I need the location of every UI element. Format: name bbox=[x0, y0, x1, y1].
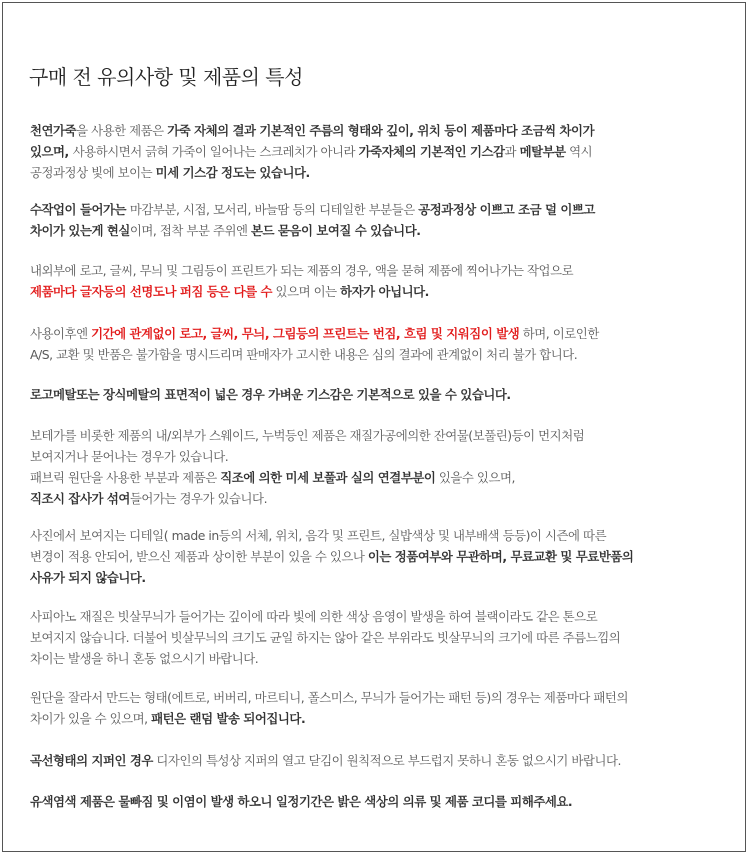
body-text: 공정과정상 빛에 보이는 bbox=[30, 165, 156, 180]
emphasis-text: 유색염색 제품은 물빠짐 및 이염이 발생 하오니 일정기간은 밝은 색상의 의류 및 제품 코디를 피해주세요. bbox=[30, 794, 573, 809]
notice-paragraph-saffiano bbox=[30, 606, 740, 669]
text-line bbox=[30, 344, 740, 365]
text-line bbox=[30, 384, 740, 405]
body-text: 사용이후엔 bbox=[30, 326, 92, 341]
body-text: 차이가 있을 수 있으며, bbox=[30, 711, 152, 726]
emphasis-text: 직조시 잡사가 섞여 bbox=[30, 491, 130, 506]
emphasis-text: 본드 묻음이 보여질 수 있습니다. bbox=[251, 223, 421, 238]
text-line bbox=[30, 281, 740, 302]
body-text: 사피아노 재질은 빗살무늬가 들어가는 깊이에 따라 빛에 의한 색상 음영이 발생을 하여 블랙이라도 같은 톤으로 bbox=[30, 609, 598, 624]
emphasis-text: 미세 기스감 정도는 있습니다. bbox=[155, 165, 310, 180]
body-text: 내외부에 로고, 글씨, 무늬 및 그림등이 프린트가 되는 제품의 경우, 액을 묻혀 제품에 찍어나가는 작업으로 bbox=[30, 263, 574, 278]
emphasis-text: 로고메탈또는 장식메탈의 표면적이 넓은 경우 가벼운 기스감은 기본적으로 있을 수 있습니다. bbox=[30, 387, 511, 402]
text-line bbox=[30, 627, 740, 648]
text-line bbox=[30, 488, 740, 509]
notice-paragraph-zipper bbox=[30, 750, 740, 771]
notice-paragraph-leather bbox=[30, 120, 740, 183]
body-text: 들어가는 경우가 있습니다. bbox=[129, 491, 268, 506]
emphasis-text: 공정과정상 이쁘고 조금 덜 이쁘고 bbox=[418, 202, 595, 217]
text-line bbox=[30, 467, 740, 488]
emphasis-text: 곡선형태의 지퍼인 경우 bbox=[30, 753, 153, 768]
text-line bbox=[30, 199, 740, 220]
emphasis-text: 수작업이 들어가는 bbox=[30, 202, 130, 217]
body-text: 사용하시면서 긁혀 가죽이 일어나는 스크레치가 아니라 bbox=[72, 144, 359, 159]
highlight-text: 제품마다 글자등의 선명도나 퍼짐 등은 다를 수 bbox=[30, 284, 273, 299]
text-line bbox=[30, 220, 740, 241]
notice-paragraph-dye bbox=[30, 791, 740, 812]
text-line bbox=[30, 425, 740, 446]
notice-paragraph-metal bbox=[30, 384, 740, 405]
text-line bbox=[30, 791, 740, 812]
text-line bbox=[30, 606, 740, 627]
body-text: 원단을 잘라서 만드는 형태(에트로, 버버리, 마르티니, 폴스미스, 무늬가 들어가는 패턴 등)의 경우는 제품마다 패턴의 bbox=[30, 690, 628, 705]
text-line bbox=[30, 260, 740, 281]
emphasis-text: 이는 정품여부와 무관하며, 무료교환 및 무료반품의 bbox=[367, 549, 634, 564]
text-line bbox=[30, 525, 740, 546]
emphasis-text: 하자가 아닙니다. bbox=[340, 284, 429, 299]
body-text: 있으며 이는 bbox=[272, 284, 341, 299]
notice-paragraph-print bbox=[30, 260, 740, 302]
text-line bbox=[30, 708, 740, 729]
text-line bbox=[30, 323, 740, 344]
emphasis-text: 메탈부분 bbox=[519, 144, 566, 159]
body-text: 마감부분, 시접, 모서리, 바늘땀 등의 디테일한 부분들은 bbox=[129, 202, 419, 217]
body-text: 사진에서 보여지는 디테일( made in등의 서체, 위치, 음각 및 프린트, 실밥색상 및 내부배색 등등)이 시즌에 따른 bbox=[30, 528, 607, 543]
notice-panel bbox=[2, 2, 746, 852]
body-text: 패브릭 원단을 사용한 부분과 제품은 bbox=[30, 470, 221, 485]
notice-paragraph-suede-fabric bbox=[30, 425, 740, 509]
notice-paragraph-handmade bbox=[30, 199, 740, 241]
notice-paragraph-detail-change bbox=[30, 525, 740, 588]
body-text: 변경이 적용 안되어, 받으신 제품과 상이한 부분이 있을 수 있으나 bbox=[30, 549, 368, 564]
emphasis-text: 가죽 자체의 결과 기본적인 주름의 형태와 깊이, 위치 등이 제품마다 조금씩 차이가 bbox=[167, 123, 595, 138]
emphasis-text: 천연가죽 bbox=[30, 123, 77, 138]
body-text: 있을수 있으며, bbox=[435, 470, 515, 485]
text-line bbox=[30, 687, 740, 708]
body-text: 과 bbox=[504, 144, 520, 159]
body-text: 하며, 이로인한 bbox=[519, 326, 599, 341]
body-text: 디자인의 특성상 지퍼의 열고 닫김이 원칙적으로 부드럽지 못하니 혼동 없으시기 바랍니다. bbox=[152, 753, 622, 768]
emphasis-text: 있으며, bbox=[30, 144, 73, 159]
emphasis-text: 차이가 있는게 현실 bbox=[30, 223, 130, 238]
body-text: 보여지거나 묻어나는 경우가 있습니다. bbox=[30, 449, 229, 464]
text-line bbox=[30, 162, 740, 183]
body-text: 보여지지 않습니다. 더불어 빗살무늬의 크기도 균일 하지는 않아 같은 부위라도 빗살무늬의 크기에 따른 주름느낌의 bbox=[30, 630, 621, 645]
notice-paragraph-print-after-use bbox=[30, 323, 740, 365]
body-text: 보테가를 비롯한 제품의 내/외부가 스웨이드, 누벅등인 제품은 재질가공에의한 잔여물(보풀린)등이 먼지처럼 bbox=[30, 428, 585, 443]
body-text: 이며, 접착 부분 주위엔 bbox=[129, 223, 252, 238]
body-text: 을 사용한 제품은 bbox=[76, 123, 168, 138]
text-line bbox=[30, 446, 740, 467]
highlight-text: 기간에 관계없이 로고, 글씨, 무늬, 그림등의 프린트는 번짐, 흐림 및 지워짐이 발생 bbox=[91, 326, 520, 341]
body-text: A/S, 교환 및 반품은 불가함을 명시드리며 판매자가 고시한 내용은 심의 결과에 관계없이 처리 불가 합니다. bbox=[30, 347, 578, 362]
body-text: 역시 bbox=[565, 144, 593, 159]
notice-paragraph-pattern bbox=[30, 687, 740, 729]
text-line bbox=[30, 120, 740, 141]
emphasis-text: 사유가 되지 않습니다. bbox=[30, 570, 146, 585]
text-line bbox=[30, 141, 740, 162]
text-line bbox=[30, 546, 740, 567]
text-line bbox=[30, 648, 740, 669]
emphasis-text: 가죽자체의 기본적인 기스감 bbox=[358, 144, 505, 159]
text-line bbox=[30, 567, 740, 588]
emphasis-text: 패턴은 랜덤 발송 되어집니다. bbox=[151, 711, 306, 726]
page-title: 구매 전 유의사항 및 제품의 특성 bbox=[29, 65, 303, 89]
emphasis-text: 직조에 의한 미세 보풀과 실의 연결부분이 bbox=[220, 470, 436, 485]
text-line bbox=[30, 750, 740, 771]
body-text: 차이는 발생을 하니 혼동 없으시기 바랍니다. bbox=[30, 651, 259, 666]
